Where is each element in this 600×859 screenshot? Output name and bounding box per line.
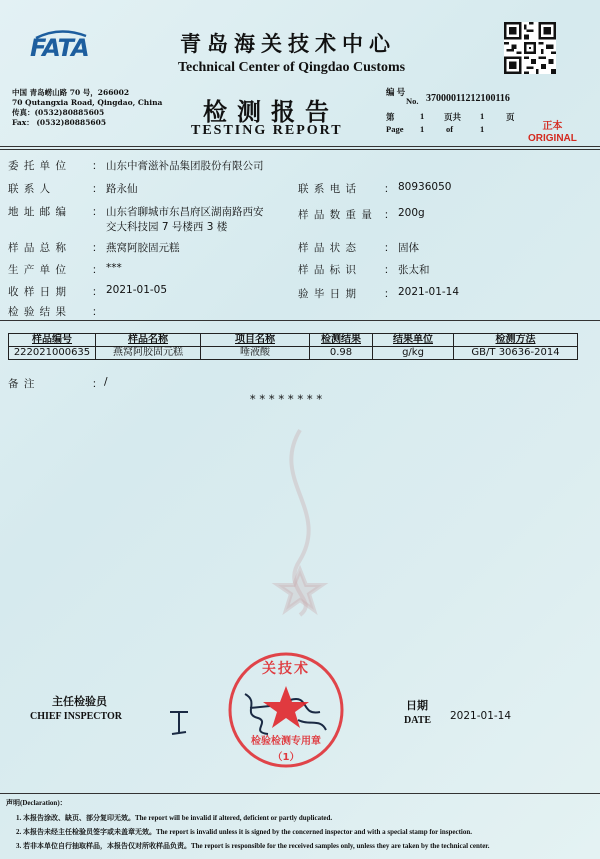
date-label-en: DATE bbox=[404, 715, 432, 726]
cell-sample-name: 燕窝阿胶固元糕 bbox=[96, 347, 201, 360]
cell-sample-no: 222021000635 bbox=[9, 347, 96, 360]
colon: ： bbox=[384, 209, 395, 221]
colon: ： bbox=[92, 306, 103, 318]
cell-unit: g/kg bbox=[373, 347, 454, 360]
remark-value: / bbox=[104, 376, 108, 388]
colon: ： bbox=[384, 288, 395, 300]
received-date-value: 2021-01-05 bbox=[106, 284, 168, 296]
declaration-title: 声明(Declaration)： bbox=[6, 799, 67, 807]
total-label-cn: 页共 bbox=[444, 112, 462, 122]
report-title-en: TESTING REPORT bbox=[191, 123, 343, 138]
watermark-emblem bbox=[240, 420, 360, 620]
col-result: 检测结果 bbox=[310, 334, 373, 347]
remark-label: 备 注 bbox=[8, 378, 36, 390]
center-title-en: Technical Center of Qingdao Customs bbox=[178, 60, 406, 75]
official-stamp bbox=[226, 650, 346, 770]
contact-value: 路永仙 bbox=[106, 183, 138, 195]
original-mark bbox=[528, 121, 577, 145]
phone-value: 80936050 bbox=[398, 181, 452, 193]
total-pages: 1 bbox=[480, 111, 485, 121]
address-line: 传真：(0532)80885605 bbox=[12, 108, 105, 117]
address-value-line1: 山东省聊城市东昌府区湖南路西安 bbox=[106, 206, 264, 218]
colon: ： bbox=[92, 286, 103, 298]
fata-logo bbox=[30, 28, 88, 70]
sample-mark-value: 张太和 bbox=[398, 264, 430, 276]
address-line: 中国 青岛崂山路 70 号，266002 bbox=[12, 88, 130, 97]
qr-code-icon bbox=[504, 22, 556, 74]
of-label: of bbox=[446, 124, 454, 134]
client-label: 委 托 单 位 bbox=[8, 160, 68, 172]
colon: ： bbox=[92, 264, 103, 276]
report-title-cn: 检测报告 bbox=[203, 98, 339, 126]
original-cn: 正本 bbox=[542, 121, 563, 132]
page-label-en: Page bbox=[386, 124, 404, 134]
center-address bbox=[12, 88, 162, 128]
cell-result: 0.98 bbox=[310, 347, 373, 360]
col-item-name: 项目名称 bbox=[201, 334, 310, 347]
page-number: 1 bbox=[420, 111, 425, 121]
sample-name-value: 燕窝阿胶固元糕 bbox=[106, 242, 180, 254]
report-number: 37000011212100116 bbox=[426, 93, 510, 104]
total-pages-en: 1 bbox=[480, 124, 485, 134]
declaration-item: 1. 本报告涂改、缺页、部分复印无效。The report will be invalid if altered, deficient or partly duplicated. bbox=[16, 814, 333, 822]
colon: ： bbox=[384, 242, 395, 254]
page-label-cn: 第 bbox=[386, 112, 395, 122]
declaration-item: 2. 本报告未经主任检验员签字或未盖章无效。The report is invalid unless it is signed by the concerned inspector and with a special stamp for inspection. bbox=[16, 828, 472, 836]
colon: ： bbox=[92, 183, 103, 195]
page-number-en: 1 bbox=[420, 124, 425, 134]
chief-inspector-label-en: CHIEF INSPECTOR bbox=[30, 711, 122, 722]
colon: ： bbox=[92, 378, 103, 390]
center-title-cn: 青岛海关技术中心 bbox=[180, 32, 396, 56]
declaration-item: 3. 若非本单位自行抽取样品，本报告仅对所收样品负责。The report is responsible for the received samples only, unless they are taken by the technical center. bbox=[16, 842, 490, 850]
producer-value: *** bbox=[106, 262, 122, 274]
address-label: 地 址 邮 编 bbox=[8, 206, 68, 218]
chief-inspector-label-cn: 主任检验员 bbox=[52, 695, 107, 708]
page-unit: 页 bbox=[506, 112, 515, 122]
col-method: 检测方法 bbox=[454, 334, 578, 347]
logo-arc-icon bbox=[30, 28, 90, 40]
address-value-line2: 交大科技园 7 号楼西 3 楼 bbox=[106, 221, 228, 233]
stamp-top-text: 关技术 bbox=[262, 661, 310, 677]
stamp-number: （1） bbox=[272, 752, 300, 763]
address-line: 70 Qutangxia Road, Qingdao, China bbox=[12, 98, 163, 107]
completed-date-label: 验 毕 日 期 bbox=[298, 288, 358, 300]
contact-label: 联 系 人 bbox=[8, 183, 52, 195]
received-date-label: 收 样 日 期 bbox=[8, 286, 68, 298]
header-divider-2 bbox=[0, 149, 600, 150]
col-unit: 结果单位 bbox=[373, 334, 454, 347]
cell-item-name: 唾液酸 bbox=[201, 347, 310, 360]
report-no-label-cn: 编 号 bbox=[386, 87, 406, 97]
colon: ： bbox=[384, 183, 395, 195]
quantity-value: 200g bbox=[398, 207, 425, 219]
result-label: 检 验 结 果 bbox=[8, 306, 68, 318]
report-no-label-en: No. bbox=[406, 96, 419, 106]
col-sample-name: 样品名称 bbox=[96, 334, 201, 347]
colon: ： bbox=[92, 206, 103, 218]
colon: ： bbox=[92, 160, 103, 172]
sample-state-label: 样 品 状 态 bbox=[298, 242, 358, 254]
cell-method: GB/T 30636-2014 bbox=[454, 347, 578, 360]
logo-text: FATA bbox=[30, 34, 89, 62]
producer-label: 生 产 单 位 bbox=[8, 264, 68, 276]
table-row bbox=[9, 347, 578, 360]
stamp-bottom-text: 检验检测专用章 bbox=[251, 736, 321, 747]
result-table bbox=[8, 333, 578, 360]
completed-date-value: 2021-01-14 bbox=[398, 286, 460, 298]
client-value: 山东中膏滋补品集团股份有限公司 bbox=[106, 160, 264, 172]
fields-divider bbox=[0, 320, 600, 321]
colon: ： bbox=[92, 242, 103, 254]
sample-state-value: 固体 bbox=[398, 242, 419, 254]
colon: ： bbox=[384, 264, 395, 276]
phone-label: 联 系 电 话 bbox=[298, 183, 358, 195]
original-en: ORIGINAL bbox=[528, 133, 577, 144]
date-label-cn: 日期 bbox=[406, 699, 428, 712]
header-divider bbox=[0, 146, 600, 147]
table-header-row bbox=[9, 334, 578, 347]
quantity-label: 样 品 数 重 量 bbox=[298, 209, 373, 221]
sample-mark-label: 样 品 标 识 bbox=[298, 264, 358, 276]
end-of-results-stars: ******** bbox=[250, 393, 326, 406]
declaration-divider bbox=[0, 793, 600, 794]
address-line: Fax： (0532)80885605 bbox=[12, 118, 107, 127]
sample-name-label: 样 品 总 称 bbox=[8, 242, 68, 254]
col-sample-no: 样品编号 bbox=[9, 334, 96, 347]
date-value: 2021-01-14 bbox=[450, 710, 512, 722]
